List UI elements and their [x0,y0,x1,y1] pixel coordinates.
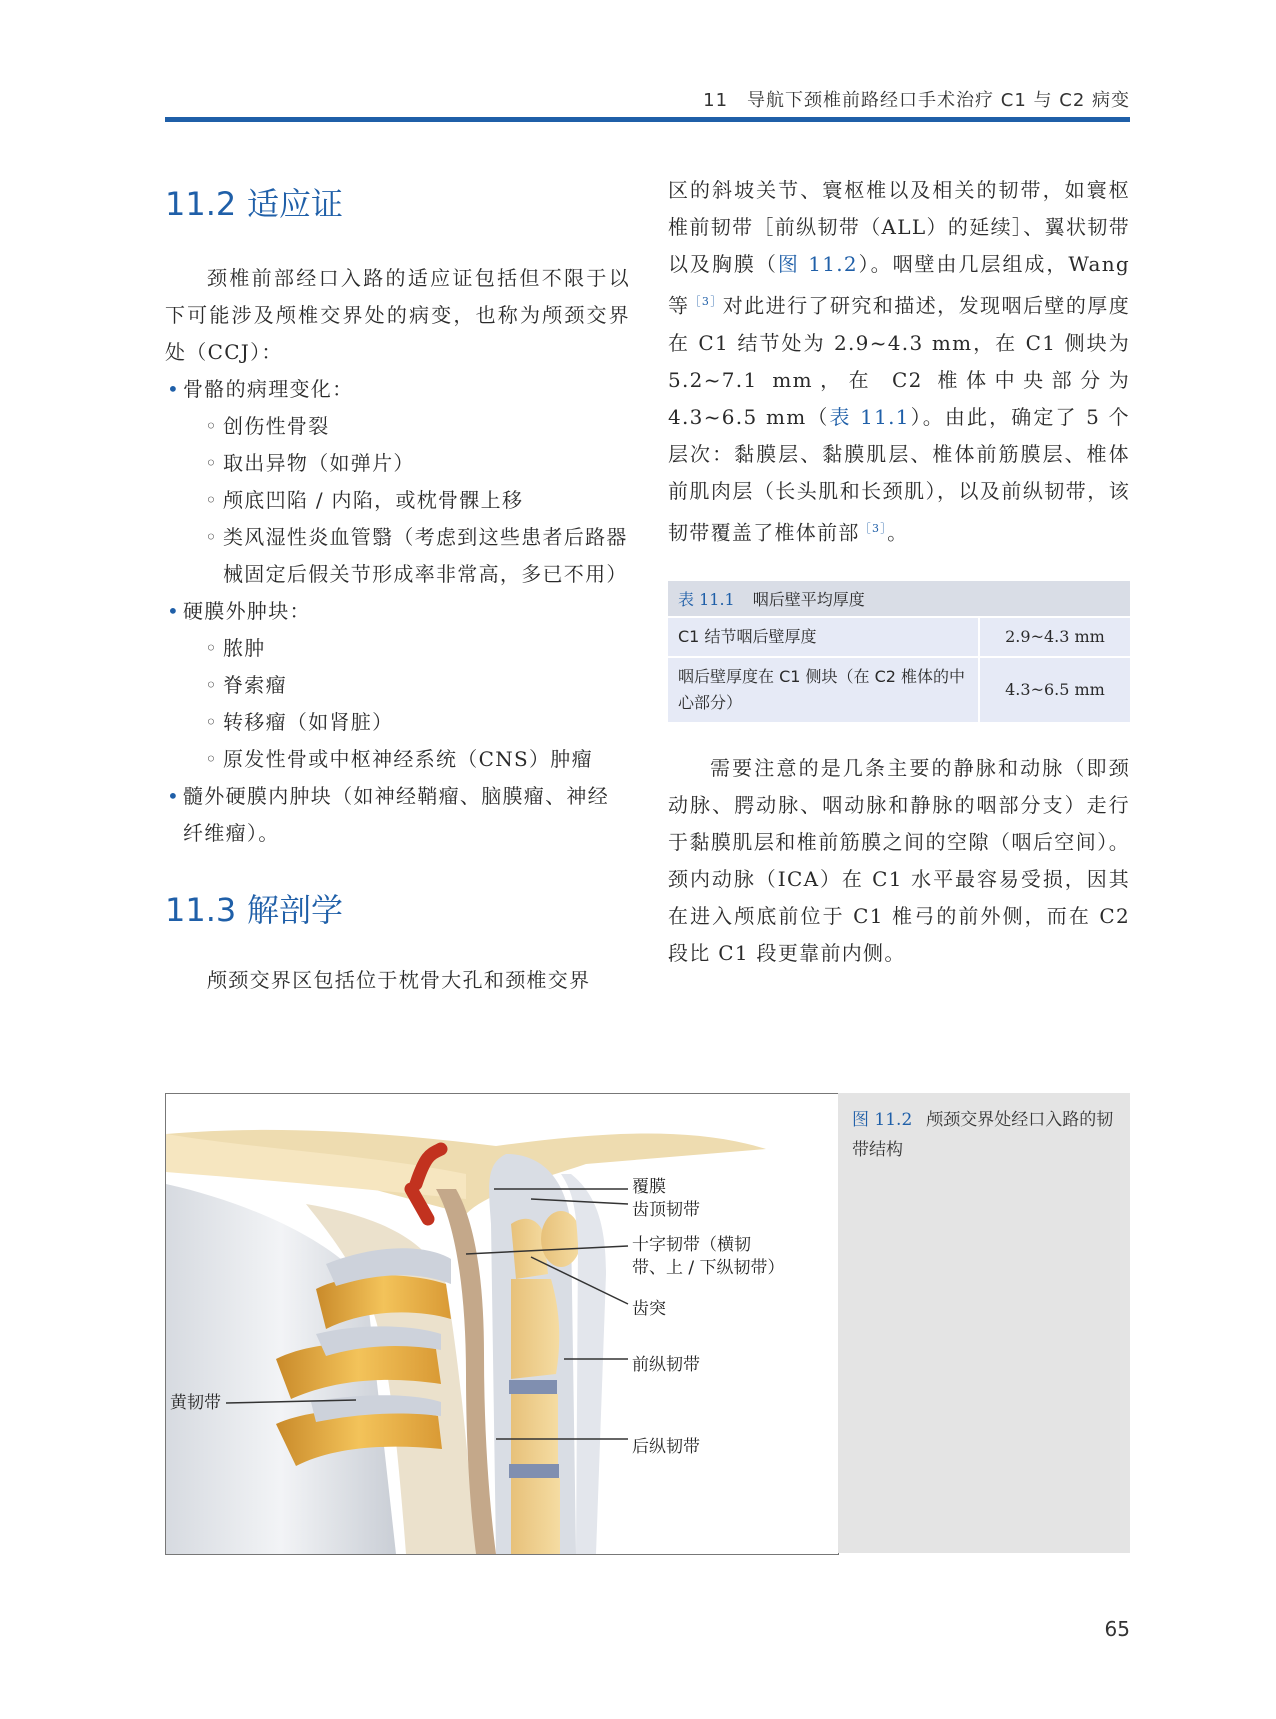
anatomy-figure [165,1093,839,1555]
table-ref[interactable]: 表 11.1 [829,404,910,429]
label-cruciate-ligament-2: 带、上 / 下纵韧带） [632,1258,785,1278]
list-subitem: ◦ 取出异物（如弹片） [201,445,630,482]
label-posterior-longitudinal-ligament: 后纵韧带 [632,1437,700,1457]
section-number: 11.3 [165,891,237,929]
running-head: 11 导航下颈椎前路经口手术治疗 C1 与 C2 病变 [703,90,1130,111]
figure-caption: 图 11.2 颅颈交界处经口入路的韧带结构 [852,1110,1114,1160]
list-subitem: ◦ 创伤性骨裂 [201,408,630,445]
list-subitem: ◦ 脊索瘤 [201,667,630,704]
list-subitem: ◦ 原发性骨或中枢神经系统（CNS）肿瘤 [201,741,630,778]
anatomy-para-start: 颅颈交界区包括位于枕骨大孔和颈椎交界 [207,968,591,992]
section-number: 11.2 [165,185,237,223]
table-row: C1 结节咽后壁厚度 2.9~4.3 mm [668,617,1130,657]
list-item: • 骨骼的病理变化： ◦ 创伤性骨裂 ◦ 取出异物（如弹片） ◦ 颅底凹陷 / 内陷，或枕骨髁上移 ◦ 类风湿性炎血管翳（考虑到这些患者后路器械固定后假关节形成率非常高，多已不用） [165,371,630,593]
list-subitem: ◦ 颅底凹陷 / 内陷，或枕骨髁上移 [201,482,630,519]
list-subitem: ◦ 脓肿 [201,630,630,667]
section-heading-11-2 [165,180,630,228]
right-column [668,172,1130,972]
indications-intro: 颈椎前部经口入路的适应证包括但不限于以下可能涉及颅椎交界处的病变，也称为颅颈交界处（CCJ）： [165,266,630,364]
section-title: 解剖学 [247,891,344,929]
thickness-table [668,581,1130,722]
anatomy-para-cont: 区的斜坡关节、寰枢椎以及相关的韧带，如寰枢椎前韧带［前纵韧带（ALL）的延续］、翼状韧带以及胸膜（图 11.2）。咽壁由几层组成，Wang 等$^{[3]}$对此进行了研究和描述，发现咽后壁的厚度在 C1 结节处为 2.9~4.3 mm，在 C1 侧块为 5.2~7.1 mm，在 C2 椎体中央部分为 4.3~6.5 mm（表 11.1）。由此，确定了 5 个层次：黏膜层、黏膜肌层、椎体前筋膜层、椎体前肌肉层（长头肌和长颈肌），以及前纵韧带，该韧带覆盖了椎体前部$^{[3]}$。 [668,178,1130,545]
table-caption: 表 11.1 咽后壁平均厚度 [668,581,1130,617]
figure-ref[interactable]: 图 11.2 [777,252,858,276]
label-anterior-longitudinal-ligament: 前纵韧带 [632,1355,700,1375]
indications-list [165,371,630,852]
figure-caption-panel [838,1093,1130,1553]
list-item: • 硬膜外肿块： ◦ 脓肿 ◦ 脊索瘤 ◦ 转移瘤（如肾脏） ◦ 原发性骨或中枢神经系统（CNS）肿瘤 [165,593,630,778]
list-item: • 髓外硬膜内肿块（如神经鞘瘤、脑膜瘤、神经纤维瘤）。 [165,778,630,852]
table-row: 咽后壁厚度在 C1 侧块（在 C2 椎体的中心部分） 4.3~6.5 mm [668,657,1130,722]
citation[interactable]: ［3］ [689,295,723,308]
label-cruciate-ligament-1: 十字韧带（横韧 [632,1235,751,1255]
citation[interactable]: ［3］ [859,521,888,535]
vessel-paragraph: 需要注意的是几条主要的静脉和动脉（即颈动脉、腭动脉、咽动脉和静脉的咽部分支）走行于黏膜肌层和椎前筋膜之间的空隙（咽后空间）。颈内动脉（ICA）在 C1 水平最容易受损，因其在进入颅底前位于 C1 椎弓的前外侧，而在 C2 段比 C1 段更靠前内侧。 [668,756,1130,966]
section-heading-11-3 [165,886,630,934]
label-apical-ligament: 齿顶韧带 [632,1200,700,1220]
cervical-anatomy-illustration [166,1094,838,1554]
label-tectorial-membrane: 覆膜 [632,1177,666,1197]
label-dens: 齿突 [632,1299,666,1319]
list-subitem: ◦ 转移瘤（如肾脏） [201,704,630,741]
label-ligamentum-flavum: 黄韧带 [170,1393,221,1413]
header-rule [165,117,1130,122]
list-subitem: ◦ 类风湿性炎血管翳（考虑到这些患者后路器械固定后假关节形成率非常高，多已不用） [201,519,630,593]
left-column [165,180,630,999]
section-title: 适应证 [247,185,344,223]
page-number: 65 [1104,1617,1130,1641]
